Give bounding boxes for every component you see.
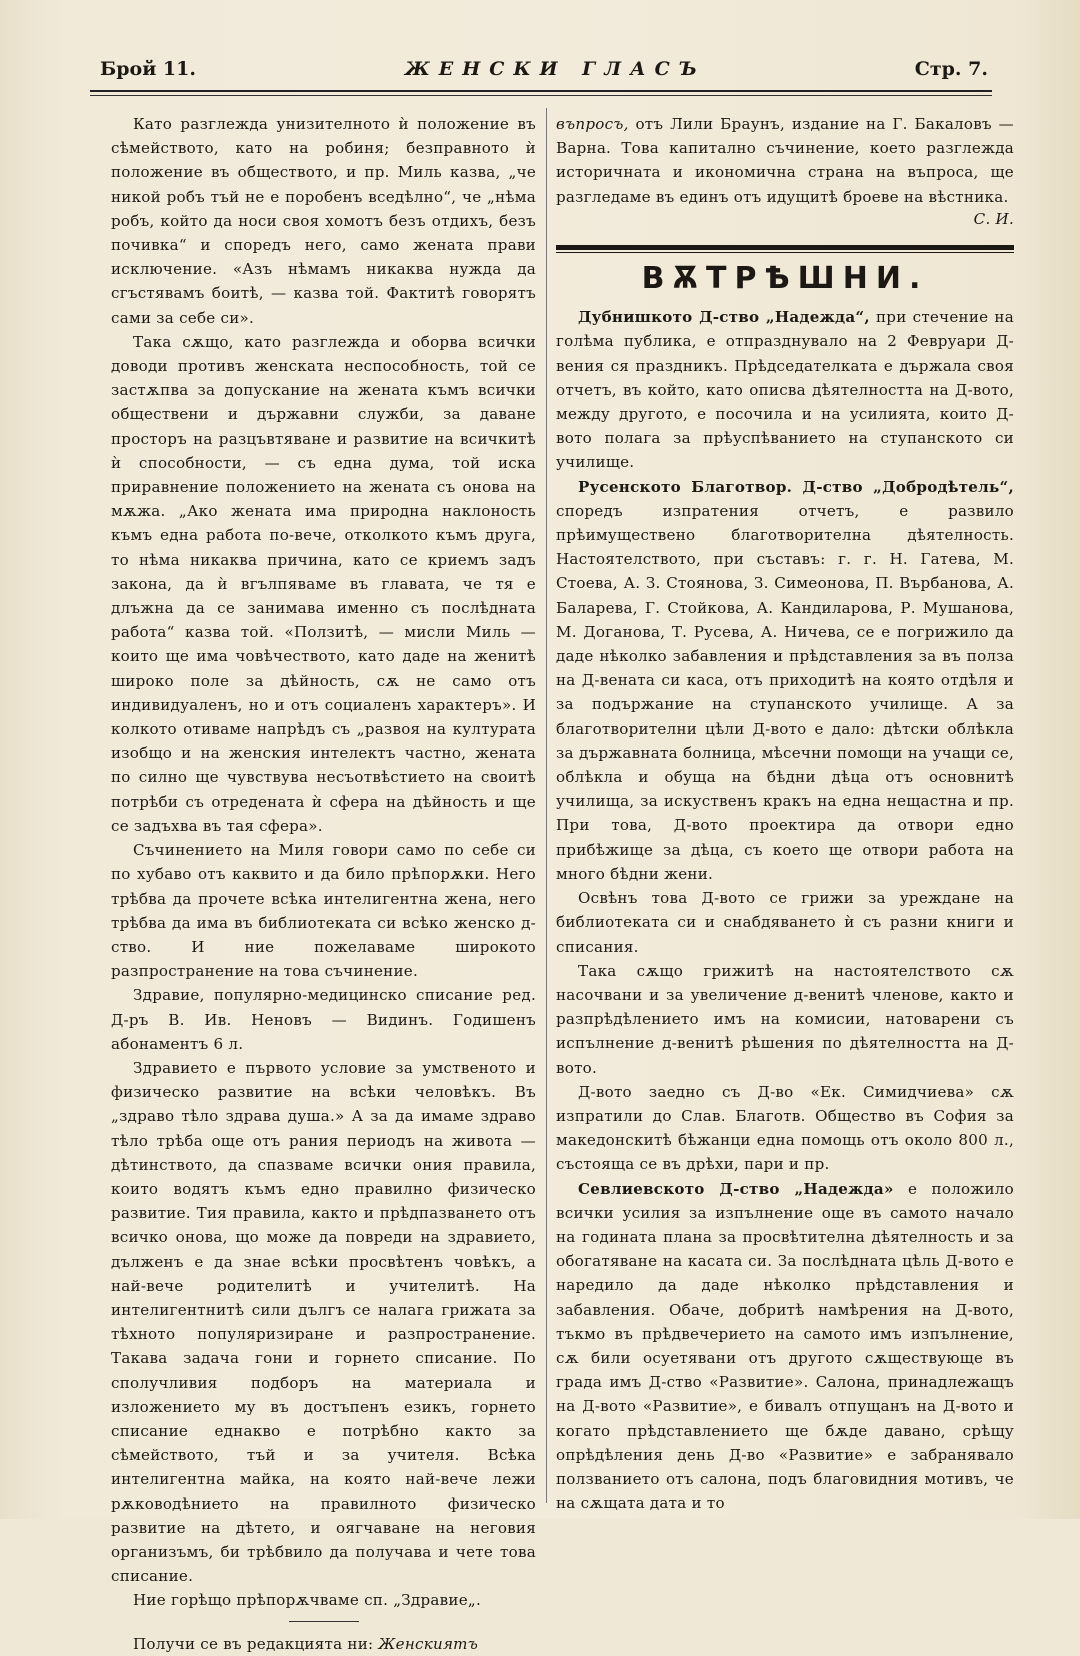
continued-paragraph: въпросъ, отъ Лили Браунъ, издание на Г. Бакаловъ — Варна. Това капитално съчинение, което разглежда историчната и икономична страна на въпроса, ще разгледаме въ единъ отъ идущитѣ броеве на вѣстника. — [556, 115, 1014, 206]
paragraph: Като разглежда унизителното ѝ положение въ сѣмейството, като на робиня; безправното ѝ положение въ обществото, и пр. Миль казва, „че никой робъ тъй не е поробенъ вседѣлно“, че „нѣма робъ, който да носи своя хомотъ безъ отдихъ, безъ почивка“ и споредъ него, само жената прави исключение. «Азъ нѣмамъ никаква нужда да сгъстявамъ боитѣ, — казва той. Фактитѣ говорятъ сами за себе си». — [111, 115, 536, 327]
continued-word: въпросъ, — [556, 115, 629, 133]
page-number: Стр. 7. — [914, 58, 988, 80]
section-rule-thick — [556, 245, 1014, 250]
paragraph: Съчинението на Миля говори само по себе си по хубаво отъ каквито и да било прѣпорѫки. Него трѣбва да прочете всѣка интелигентна жена, него трѣбва да има въ библиотеката си всѣко женско д-ство. И ние пожелаваме широкото разпространение на това съчинение. — [111, 841, 536, 981]
news-item — [556, 1177, 1014, 1516]
news-item-lead: Русенското Благотвор. Д-ство „Добродѣтель“, — [578, 477, 1014, 496]
news-item-text: споредъ изпратения отчетъ, е развило прѣимуществено благотворителна дѣятелность. Настоятелството, при съставъ: г. г. Н. Гатева, М. Стоева, А. З. Стоянова, З. Симеонова, П. Върбанова, А. Баларева, Г. Стойкова, А. Кандиларова, Р. Мушанова, М. Доганова, Т. Русева, А. Ничева, се е погрижило да даде нѣколко забавления и прѣдставления за въ полза на Д-вената си каса, отъ приходитѣ на която отдѣля и за подържание на ступанското училище. А за благотворителни цѣли Д-вото е дало: дѣтски облѣкла за държавната болница, мѣсечни помощи на учащи се, облѣкла и обуща на бѣдни дѣца отъ основнитѣ училища, за искуственъ кракъ на една нещастна и пр. При това, Д-вото проектира да отвори едно прибѣжище за дѣца, съ което ще отвори работа на много бѣдни жени. — [556, 501, 1014, 883]
paragraph: Ние горѣщо прѣпорѫчваме сп. „Здравие„. — [133, 1591, 481, 1610]
review-heading-paragraph: Здравие, популярно-медицинско списание ред. Д-ръ В. Ив. Неновъ — Видинъ. Годишенъ абонаментъ 6 л. — [111, 986, 536, 1053]
section-rule-thin — [556, 252, 1014, 253]
signature: С. И. — [973, 209, 1014, 228]
news-item-text: Така сѫщо грижитѣ на настоятелството сѫ насочвани и за увеличение д-венитѣ членове, както и разпрѣдѣлението имъ на комисии, натоварени съ испълнение д-венитѣ рѣшения по дѣятелността на Д-вото. — [556, 961, 1014, 1077]
issue-number: Брой 11. — [100, 58, 196, 80]
news-item — [556, 1080, 1014, 1177]
news-item — [556, 305, 1014, 474]
received-note — [111, 1632, 536, 1656]
news-item-text: Д-вото заедно съ Д-во «Ек. Симидчиева» сѫ изпратили до Слав. Благотв. Общество въ София за македонскитѣ бѣжанци една помощь отъ около 800 л., състояща се въ дрѣхи, пари и пр. — [556, 1082, 1014, 1174]
received-title: Женскиятъ — [378, 1634, 479, 1653]
news-item-text: Освѣнъ това Д-вото се грижи за уреждане на библиотеката си и снабдяването ѝ съ разни книги и списания. — [556, 889, 1014, 956]
section-title: ВѪТРѢШНИ. — [641, 261, 929, 297]
news-item — [556, 886, 1014, 959]
news-item-lead: Севлиевското Д-ство „Надежда» — [578, 1179, 894, 1198]
header-rule-thin — [90, 95, 992, 96]
paragraph: Здравието е първото условие за умственото и физическо развитие на всѣки человѣкъ. Въ „здраво тѣло здрава душа.» А за да имаме здраво тѣло трѣба още отъ рания периодъ на живота — дѣтинството, да спазваме всички ония правила, които водятъ къмъ едно правилно физическо развитие. Тия правила, както и прѣдпазването отъ всичко онова, що може да повреди на здравието, дълженъ е да знае всѣки просвѣтенъ човѣкъ, а най-вече родителитѣ и учителитѣ. На интелигентнитѣ сили дългъ се налага грижата за тѣхното популяризиране и разпространение. Такава задача гони и горнето списание. По сполучливия подборъ на материала и изложението му въ достъпенъ езикъ, горнето списание еднакво е потрѣбно както за сѣмейството, тъй и за учителя. Всѣка интелигентна майка, на която най-вече лежи рѫководѣнието на правилното физическо развитие на дѣтето, и оягчаване на неговия организъмъ, би трѣбвило да получава и чете това списание. — [111, 1058, 536, 1586]
news-item-text: е положило всички усилия за изпълнение още въ самото начало на годината плана за просвѣтителна дѣятелность и за обогатяване на касата си. За послѣдната цѣль Д-вото е наредило да даде нѣколко прѣдставления и забавления. Обаче, добритѣ намѣрения на Д-вото, тъкмо въ прѣдвечерието на самото имъ изпълнение, сѫ били осуетявани отъ другото сѫществующе въ града имъ Д-ство «Развитие». Салона, принадлежащъ на Д-вото «Развитие», е бивалъ отпущанъ на Д-вото и когато прѣдставлението ще бѫде давано, срѣщу опрѣдѣления день Д-во «Развитие» е забранявало ползванието отъ салона, подъ благовидния мотивъ, че на сѫщата дата и то — [556, 1179, 1014, 1513]
news-item-text: при стечение на голѣма публика, е отпразднувало на 2 Февруари Д-вения ся праздникъ. Прѣдседателката е държала своя отчетъ, въ който, като описва дѣятелността на Д-вото, между другото, е посочила и на усилията, които Д-вото полага за прѣуспѣванието на ступанското си училище. — [556, 308, 1014, 472]
paragraph: Така сѫщо, като разглежда и оборва всички доводи противъ женската неспособность, той се застѫпва за допускание на жената къмъ всички обществени и държавни служби, за даване просторъ на разцъвтяване и развитие на всичкитѣ ѝ способности, — съ една дума, той иска приравнение положението на жената съ онова на мѫжа. „Ако жената има природна наклоность къмъ една работа по-вече, отколкото къмъ друга, то нѣма никаква причина, като се криемъ задъ закона, да ѝ вгълпяваме въ главата, че тя е длъжна да се занимава именно съ послѣдната работа“ казва той. «Ползитѣ, — мисли Миль — които ще има човѣчеството, като даде на женитѣ широко поле за дѣйность, сѫ не само отъ индивидуаленъ, но и отъ социаленъ характеръ». И колкото отиваме напрѣдъ съ „развоя на културата изобщо и на женския интелектъ частно, жената по силно ще чувствува несъотвѣстието на своитѣ потрѣби съ отредената ѝ сфера на дѣйность и ще се задъхва въ тая сфера». — [111, 332, 536, 835]
news-item-lead: Дубнишкото Д-ство „Надежда“, — [578, 308, 870, 327]
header-rule — [90, 90, 992, 92]
page-header — [100, 58, 988, 88]
news-item — [556, 475, 1014, 886]
column-divider — [546, 108, 547, 1503]
right-column — [556, 112, 1014, 1515]
news-item — [556, 959, 1014, 1080]
short-divider — [289, 1621, 359, 1622]
received-lead: Получи се въ редакцията ни: — [133, 1634, 374, 1653]
newspaper-title: ЖЕНСКИ ГЛАСЪ — [404, 58, 706, 80]
left-column — [111, 112, 536, 1656]
